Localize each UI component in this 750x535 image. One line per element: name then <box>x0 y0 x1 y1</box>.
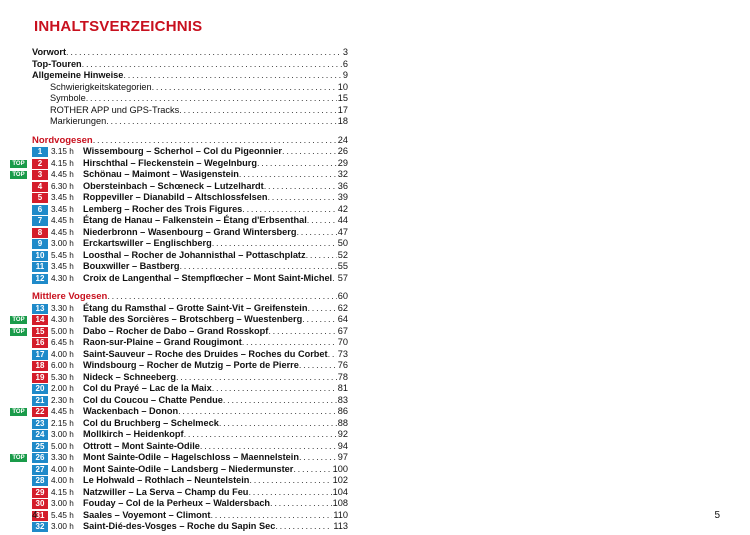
toc-entry-line <box>50 105 348 117</box>
dot-leader <box>306 250 337 262</box>
tour-page-number: 88 <box>337 417 348 428</box>
tour-number-badge: 8 <box>32 228 48 238</box>
tour-row[interactable] <box>30 395 348 407</box>
dot-leader <box>257 158 337 170</box>
tour-row[interactable] <box>30 441 348 453</box>
tour-title: Windsbourg – Rocher de Mutzig – Porte de Pierre <box>83 360 299 370</box>
tour-duration: 4.30 h <box>51 273 74 283</box>
toc-entry-line <box>32 70 348 82</box>
left-toc-list <box>12 42 348 533</box>
tour-duration: 4.15 h <box>51 158 74 168</box>
tour-page-number: 39 <box>337 192 348 202</box>
tour-number-badge: 4 <box>32 182 48 192</box>
dot-leader <box>152 82 337 94</box>
tour-duration: 5.00 h <box>51 326 74 336</box>
tour-line <box>83 215 348 227</box>
tour-title: Obersteinbach – Schœneck – Lutzelhardt <box>83 180 264 191</box>
tour-row[interactable] <box>30 372 348 384</box>
section-heading[interactable] <box>30 291 348 303</box>
tour-line <box>83 521 348 533</box>
tour-page-number: 81 <box>337 383 348 393</box>
dot-leader <box>328 349 337 361</box>
toc-entry-line <box>50 116 348 128</box>
tour-number-badge: 11 <box>32 262 48 272</box>
tour-title: Raon-sur-Plaine – Grand Rougimont <box>83 337 242 347</box>
dot-leader <box>179 105 337 117</box>
tour-page-number: 64 <box>337 314 348 324</box>
tour-number-badge: 21 <box>32 396 48 406</box>
tour-number-badge: 31 <box>32 511 48 521</box>
dot-leader <box>248 487 331 499</box>
tour-line <box>83 337 348 349</box>
tour-number-badge: 20 <box>32 384 48 394</box>
tour-page-number: 62 <box>337 302 348 313</box>
tour-title: Saint-Dié-des-Vosges – Roche du Sapin Sec <box>83 521 276 531</box>
tour-line <box>83 360 348 372</box>
tour-duration: 4.00 h <box>51 349 74 359</box>
toc-page-number: 6 <box>342 58 348 69</box>
tour-page-number: 108 <box>332 498 348 508</box>
tour-page-number: 26 <box>337 146 348 156</box>
tour-title: Hirschthal – Fleckenstein – Wegelnburg <box>83 157 257 168</box>
tour-title: Nideck – Schneeberg <box>83 371 176 382</box>
tour-title: Lemberg – Rocher des Trois Figures <box>83 203 243 214</box>
tour-title: Mollkirch – Heidenkopf <box>83 429 184 439</box>
tour-title: Wissembourg – Scherhol – Col du Pigeonnier <box>83 146 283 156</box>
tour-page-number: 83 <box>337 394 348 405</box>
toc-entry-title: Allgemeine Hinweise <box>32 70 124 80</box>
section-heading[interactable] <box>30 135 348 147</box>
dot-leader <box>86 93 337 105</box>
toc-entry[interactable] <box>30 47 348 59</box>
tour-duration: 3.45 h <box>51 204 74 214</box>
tour-duration: 6.00 h <box>51 361 74 370</box>
dot-leader <box>66 47 342 59</box>
tour-row[interactable] <box>30 303 348 315</box>
tour-line <box>83 250 348 262</box>
toc-entry[interactable] <box>30 59 348 71</box>
page-title: INHALTSVERZEICHNIS <box>34 18 203 35</box>
tour-number-badge: 14 <box>32 315 48 325</box>
tour-duration: 2.00 h <box>51 384 74 393</box>
tour-row[interactable] <box>30 429 348 441</box>
tour-title: Croix de Langenthal – Stempflœcher – Mont Saint-Michel <box>83 272 333 283</box>
tour-page-number: 32 <box>337 169 348 179</box>
tour-title: Niederbronn – Wasenbourg – Grand Wintersberg <box>83 226 297 237</box>
tour-row[interactable] <box>30 261 348 273</box>
toc-entry-line <box>32 47 348 59</box>
tour-duration: 3.00 h <box>51 239 74 248</box>
section-title: Mittlere Vogesen <box>32 291 108 302</box>
tour-line <box>83 498 348 510</box>
tour-line <box>83 464 348 476</box>
dot-leader <box>268 326 336 338</box>
tour-line <box>83 395 348 407</box>
section-heading-line <box>32 135 348 147</box>
tour-row[interactable] <box>30 204 348 216</box>
dot-leader <box>176 372 337 384</box>
toc-page-number: 9 <box>342 70 348 80</box>
tour-number-badge: 29 <box>32 488 48 498</box>
top-badge: TOP <box>10 316 27 324</box>
tour-title: Natzwiller – La Serva – Champ du Feu <box>83 486 249 497</box>
tour-title: Étang de Hanau – Falkenstein – Étang d'Erbsenthal <box>83 215 307 225</box>
toc-subentry[interactable] <box>30 105 348 117</box>
tour-number-badge: 5 <box>32 193 48 203</box>
tour-line <box>83 261 348 273</box>
toc-entry-title: ROTHER APP und GPS-Tracks <box>50 104 180 115</box>
tour-duration: 6.30 h <box>51 181 74 191</box>
tour-row[interactable] <box>30 215 348 227</box>
top-badge: TOP <box>10 160 27 168</box>
tour-page-number: 44 <box>337 215 348 225</box>
tour-page-number: 78 <box>337 371 348 382</box>
tour-page-number: 97 <box>337 452 348 462</box>
tour-page-number: 102 <box>332 475 348 485</box>
tour-row[interactable] <box>12 169 348 181</box>
tour-line <box>83 227 348 239</box>
tour-page-number: 76 <box>337 360 348 370</box>
tour-title: Col du Coucou – Chatte Pendue <box>83 394 223 405</box>
dot-leader <box>299 360 337 372</box>
tour-number-badge: 17 <box>32 350 48 360</box>
top-badge: TOP <box>10 171 27 179</box>
dot-leader <box>219 418 337 430</box>
dot-leader <box>180 261 337 273</box>
toc-entry-line <box>32 59 348 71</box>
toc-subentry[interactable] <box>30 116 348 128</box>
tour-page-number: 70 <box>337 337 348 347</box>
dot-leader <box>282 146 337 158</box>
tour-page-number: 86 <box>337 406 348 416</box>
dot-leader <box>302 314 337 326</box>
tour-page-number: 100 <box>332 463 348 474</box>
tour-title: Erckartswiller – Englischberg <box>83 238 212 248</box>
tour-number-badge: 19 <box>32 373 48 383</box>
right-page <box>375 0 750 535</box>
tour-row[interactable] <box>30 498 348 510</box>
tour-page-number: 47 <box>337 226 348 237</box>
tour-title: Ottrott – Mont Sainte-Odile <box>83 440 200 451</box>
dot-leader <box>249 475 331 487</box>
tour-line <box>83 181 348 193</box>
tour-number-badge: 1 <box>32 147 48 157</box>
tour-page-number: 36 <box>337 180 348 191</box>
tour-title: Dabo – Rocher de Dabo – Grand Rosskopf <box>83 325 269 336</box>
toc-entry[interactable] <box>30 70 348 82</box>
tour-number-badge: 22 <box>32 407 48 417</box>
tour-number-badge: 9 <box>32 239 48 249</box>
tour-duration: 3.30 h <box>51 303 74 313</box>
toc-page-number: 3 <box>342 47 348 57</box>
section-title: Nordvogesen <box>32 134 93 146</box>
tour-duration: 3.00 h <box>51 522 74 531</box>
dot-leader <box>239 169 337 181</box>
toc-entry-line <box>50 82 348 94</box>
tour-row[interactable] <box>12 452 348 464</box>
tour-title: Table des Sorcières – Brotschberg – Wuestenberg <box>83 314 303 324</box>
tour-row[interactable] <box>12 157 348 170</box>
top-badge: TOP <box>10 408 27 416</box>
tour-line <box>83 238 348 250</box>
tour-number-badge: 24 <box>32 430 48 440</box>
tour-page-number: 42 <box>337 203 348 214</box>
toc-subentry[interactable] <box>30 82 348 94</box>
tour-duration: 4.00 h <box>51 464 74 474</box>
tour-row[interactable] <box>30 487 348 499</box>
tour-duration: 4.15 h <box>51 487 74 497</box>
dot-leader <box>107 291 336 303</box>
dot-leader <box>210 510 332 522</box>
tour-number-badge: 28 <box>32 476 48 486</box>
tour-title: Mont Sainte-Odile – Landsberg – Niedermunster <box>83 463 294 474</box>
tour-duration: 2.15 h <box>51 418 74 428</box>
tour-row[interactable] <box>30 238 348 250</box>
tour-line <box>83 326 348 338</box>
page-number: 5 <box>714 510 720 521</box>
tour-row[interactable] <box>12 325 348 338</box>
tour-row[interactable] <box>30 192 348 204</box>
tour-number-badge: 26 <box>32 453 48 463</box>
section-page-number: 60 <box>337 291 348 301</box>
dot-leader <box>242 337 337 349</box>
tour-line <box>83 475 348 487</box>
tour-number-badge: 32 <box>32 522 48 532</box>
tour-line <box>83 441 348 453</box>
tour-row[interactable] <box>30 349 348 361</box>
tour-title: Loosthal – Rocher de Johannisthal – Pottaschplatz <box>83 249 306 260</box>
tour-page-number: 29 <box>337 157 348 168</box>
tour-page-number: 55 <box>337 261 348 271</box>
tour-line <box>83 429 348 441</box>
tour-row[interactable] <box>30 146 348 158</box>
tour-row[interactable] <box>30 273 348 285</box>
dot-leader <box>212 238 337 250</box>
tour-duration: 4.45 h <box>51 407 74 416</box>
toc-page-number: 15 <box>337 93 348 103</box>
tour-title: Wackenbach – Donon <box>83 406 179 416</box>
toc-entry-title: Vorwort <box>32 47 67 57</box>
tour-line <box>83 146 348 158</box>
tour-duration: 4.45 h <box>51 227 74 237</box>
tour-title: Saint-Sauveur – Roche des Druides – Roches du Corbet <box>83 348 328 359</box>
dot-leader <box>200 441 337 453</box>
dot-leader <box>268 192 337 204</box>
tour-title: Le Hohwald – Rothlach – Neuntelstein <box>83 475 250 485</box>
tour-title: Col du Bruchberg – Schelmeck <box>83 417 219 428</box>
tour-title: Mont Sainte-Odile – Hagelschloss – Maennelstein <box>83 452 299 462</box>
tour-row[interactable] <box>30 181 348 193</box>
tour-duration: 5.45 h <box>51 510 74 520</box>
tour-row[interactable] <box>30 418 348 430</box>
tour-page-number: 92 <box>337 429 348 439</box>
tour-row[interactable] <box>30 475 348 487</box>
tour-line <box>83 349 348 361</box>
tour-row[interactable] <box>30 521 348 533</box>
page-number: 4 <box>32 510 38 521</box>
dot-leader <box>296 227 336 239</box>
tour-line <box>83 192 348 204</box>
tour-line <box>83 406 348 418</box>
dot-leader <box>178 406 337 418</box>
tour-duration: 4.45 h <box>51 170 74 179</box>
dot-leader <box>307 215 337 227</box>
spacer <box>30 284 348 291</box>
tour-title: Schönau – Maimont – Wasigenstein <box>83 169 239 179</box>
tour-duration: 4.45 h <box>51 216 74 225</box>
tour-line <box>83 372 348 384</box>
tour-duration: 4.00 h <box>51 476 74 485</box>
tour-duration: 3.30 h <box>51 453 74 462</box>
tour-number-badge: 10 <box>32 251 48 261</box>
dot-leader <box>293 464 331 476</box>
tour-row[interactable] <box>30 227 348 239</box>
left-column <box>12 18 348 533</box>
dot-leader <box>307 303 336 315</box>
tour-number-badge: 7 <box>32 216 48 226</box>
top-badge: TOP <box>10 454 27 462</box>
dot-leader <box>223 395 337 407</box>
tour-number-badge: 2 <box>32 159 48 169</box>
tour-page-number: 73 <box>337 348 348 359</box>
dot-leader <box>93 135 337 147</box>
tour-line <box>83 418 348 430</box>
section-heading-line <box>32 291 348 303</box>
dot-leader <box>123 70 341 82</box>
tour-number-badge: 3 <box>32 170 48 180</box>
dot-leader <box>212 383 337 395</box>
dot-leader <box>106 116 337 128</box>
tour-duration: 3.45 h <box>51 193 74 202</box>
section-page-number: 24 <box>337 134 348 145</box>
tour-number-badge: 15 <box>32 327 48 337</box>
tour-page-number: 57 <box>337 272 348 283</box>
tour-duration: 3.00 h <box>51 430 74 439</box>
tour-number-badge: 27 <box>32 465 48 475</box>
toc-entry-title: Markierungen <box>50 116 107 126</box>
tour-duration: 3.00 h <box>51 499 74 508</box>
toc-entry-title: Symbole <box>50 93 86 103</box>
toc-entry-title: Schwierigkeitskategorien <box>50 81 152 92</box>
tour-duration: 5.30 h <box>51 372 74 382</box>
dot-leader <box>82 59 342 71</box>
tour-title: Fouday – Col de la Perheux – Waldersbach <box>83 498 271 508</box>
tour-number-badge: 6 <box>32 205 48 215</box>
toc-entry-line <box>50 93 348 105</box>
tour-row[interactable] <box>12 406 348 418</box>
tour-page-number: 52 <box>337 249 348 260</box>
tour-line <box>83 314 348 326</box>
tour-duration: 2.30 h <box>51 395 74 405</box>
tour-line <box>83 510 348 522</box>
tour-page-number: 50 <box>337 238 348 248</box>
tour-title: Étang du Ramsthal – Grotte Saint-Vit – Greifenstein <box>83 302 308 313</box>
tour-page-number: 113 <box>333 521 348 531</box>
tour-row[interactable] <box>30 383 348 395</box>
tour-row[interactable] <box>30 250 348 262</box>
tour-row[interactable] <box>30 510 348 522</box>
toc-page-number: 17 <box>337 104 348 115</box>
tour-line <box>83 158 348 170</box>
tour-line <box>83 383 348 395</box>
toc-page-number: 10 <box>337 81 348 92</box>
dot-leader <box>299 452 337 464</box>
tour-title: Roppeviller – Dianabild – Altschlossfelsen <box>83 192 268 202</box>
tour-row[interactable] <box>30 337 348 349</box>
dot-leader <box>242 204 336 216</box>
tour-number-badge: 16 <box>32 338 48 348</box>
tour-title: Col du Prayé – Lac de la Maix <box>83 383 212 393</box>
tour-page-number: 110 <box>333 509 348 520</box>
tour-duration: 6.45 h <box>51 338 74 347</box>
toc-page-number: 18 <box>337 116 348 126</box>
tour-row[interactable] <box>12 314 348 326</box>
dot-leader <box>275 521 332 533</box>
tour-number-badge: 13 <box>32 304 48 314</box>
dot-leader <box>270 498 332 510</box>
tour-page-number: 104 <box>332 486 348 497</box>
tour-duration: 5.45 h <box>51 250 74 260</box>
tour-title: Bouxwiller – Bastberg <box>83 261 180 271</box>
dot-leader <box>264 181 337 193</box>
tour-line <box>83 487 348 499</box>
tour-number-badge: 12 <box>32 274 48 284</box>
tour-line <box>83 204 348 216</box>
toc-subentry[interactable] <box>30 93 348 105</box>
tour-line <box>83 273 348 285</box>
tour-title: Saales – Voyemont – Climont <box>83 509 211 520</box>
dot-leader <box>184 429 337 441</box>
tour-duration: 3.15 h <box>51 147 74 156</box>
tour-duration: 5.00 h <box>51 441 74 451</box>
tour-number-badge: 23 <box>32 419 48 429</box>
tour-number-badge: 18 <box>32 361 48 371</box>
tour-duration: 3.45 h <box>51 262 74 271</box>
tour-line <box>83 169 348 181</box>
tour-row[interactable] <box>30 360 348 372</box>
top-badge: TOP <box>10 328 27 336</box>
spacer <box>30 128 348 135</box>
tour-row[interactable] <box>30 464 348 476</box>
tour-number-badge: 30 <box>32 499 48 509</box>
tour-number-badge: 25 <box>32 442 48 452</box>
toc-entry-title: Top-Touren <box>32 58 82 69</box>
tour-line <box>83 303 348 315</box>
tour-duration: 4.30 h <box>51 315 74 324</box>
tour-page-number: 67 <box>337 325 348 336</box>
tour-line <box>83 452 348 464</box>
tour-page-number: 94 <box>337 440 348 451</box>
